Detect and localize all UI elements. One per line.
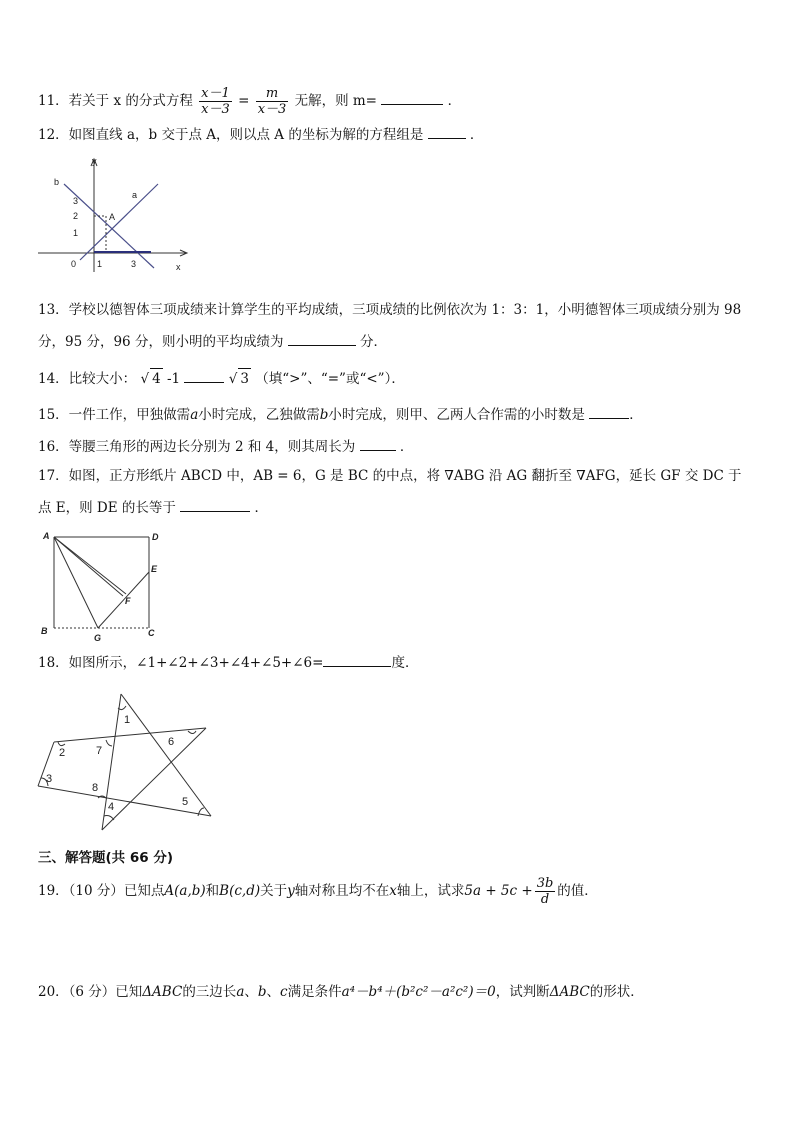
q19-point-b: B(c,d) <box>219 883 261 899</box>
line-3 <box>102 728 206 830</box>
q14-prefix: 14．比较大小： <box>38 371 137 387</box>
q15-p3: 小时完成，则甲、乙两人合作需的小时数是 <box>328 407 585 423</box>
q18-text: 18．如图所示，∠1+∠2+∠3+∠4+∠5+∠6= <box>38 655 324 671</box>
question-14 <box>38 368 405 389</box>
q20-p3: 满足条件 <box>287 984 342 1000</box>
q15-var-b: b <box>319 407 329 423</box>
line-a <box>80 184 158 260</box>
q20-p5: 的形状． <box>589 984 644 1000</box>
q13-answer-blank[interactable] <box>288 331 356 346</box>
arc-2 <box>58 742 65 746</box>
question-20 <box>38 982 644 1002</box>
q11-prefix: 11．若关于 x 的分式方程 <box>38 93 193 109</box>
label-G: G <box>94 633 102 642</box>
question-18 <box>38 652 418 673</box>
question-12 <box>38 124 483 145</box>
arc-7 <box>106 740 112 746</box>
q19-p3: 轴对称且均不在 <box>294 883 390 899</box>
q19-fraction-denominator: d <box>540 892 550 907</box>
line-4 <box>54 728 206 742</box>
q20-a: a <box>236 984 245 1000</box>
q15-var-a: a <box>190 407 199 423</box>
q17-answer-blank[interactable] <box>180 497 250 512</box>
label-a: a <box>132 190 138 200</box>
q16-answer-blank[interactable] <box>360 436 396 451</box>
y-tick-1: 1 <box>73 228 79 238</box>
q19-fraction <box>535 876 556 907</box>
q20-triangle: ΔABC <box>142 984 183 1000</box>
label-A: A <box>43 531 50 541</box>
q14-answer-blank[interactable] <box>184 368 224 383</box>
arc-6 <box>188 731 196 734</box>
q20-c: c <box>280 984 288 1000</box>
angle-label-3: 3 <box>46 773 53 785</box>
q19-and: 和 <box>205 883 220 899</box>
q16-text: 16．等腰三角形的两边长分别为 2 和 4，则其周长为 <box>38 439 356 455</box>
q20-b: b <box>257 984 267 1000</box>
q11-lhs-denominator: x－3 <box>201 102 230 117</box>
q14-sqrt-1 <box>140 371 162 387</box>
segment-AE <box>54 537 123 596</box>
question-13-line-2 <box>38 331 387 352</box>
q14-mid: -1 <box>166 371 181 387</box>
q11-equals: = <box>238 93 250 109</box>
q14-sqrt-2-radicand: 3 <box>238 368 251 389</box>
q17-line1: 17．如图，正方形纸片 ABCD 中，AB = 6，G 是 BC 的中点，将 ∇ABG 沿 AG 翻折至 ∇AFG，延长 GF 交 DC 于 <box>38 468 742 484</box>
segment-AF <box>54 537 126 594</box>
q11-rhs-denominator: x－3 <box>257 102 287 117</box>
q12-answer-blank[interactable] <box>428 124 466 139</box>
q17-square-figure <box>38 528 168 642</box>
q14-sqrt-2 <box>229 371 251 387</box>
q11-lhs-numerator: x－1 <box>201 86 230 101</box>
q20-triangle-2: ΔABC <box>549 984 590 1000</box>
segment-GE <box>98 572 149 628</box>
question-15 <box>38 404 643 425</box>
question-13-line-1 <box>38 300 741 320</box>
q11-rhs-fraction <box>256 86 289 117</box>
q16-end: ． <box>399 439 414 455</box>
label-y: y <box>92 156 97 166</box>
y-tick-2: 2 <box>73 211 79 221</box>
question-17-line-2 <box>38 497 268 518</box>
q14-sqrt-1-radicand: 4 <box>150 368 163 389</box>
q15-p1: 15．一件工作，甲独做需 <box>38 407 191 423</box>
q19-p5: 的值． <box>557 883 598 899</box>
q19-x: x <box>389 883 397 899</box>
q15-end: ． <box>629 407 643 423</box>
q13-line2-suffix: 分． <box>360 334 388 350</box>
label-C: C <box>148 628 155 638</box>
angle-label-6: 6 <box>168 736 175 748</box>
q11-suffix: 无解，则 m= <box>294 93 377 109</box>
q19-y: y <box>287 883 295 899</box>
q19-point-a: A(a,b) <box>164 883 206 899</box>
y-tick-3: 3 <box>73 196 79 206</box>
angle-label-8: 8 <box>92 782 99 794</box>
q18-answer-blank[interactable] <box>323 652 391 667</box>
q20-sep1: 、 <box>244 984 258 1000</box>
q19-p4: 轴上，试求 <box>396 883 465 899</box>
q18-angles-figure <box>36 690 216 834</box>
q13-line1: 13．学校以德智体三项成绩来计算学生的平均成绩，三项成绩的比例依次为 1：3：1，小明德智体三项成绩分别为 98 <box>38 302 742 318</box>
label-A: A <box>109 212 116 222</box>
q20-p1: 20．（6 分）已知 <box>38 984 143 1000</box>
q11-end: ． <box>447 93 462 109</box>
angle-label-5: 5 <box>182 796 189 808</box>
angle-label-2: 2 <box>59 747 66 759</box>
question-17-line-1 <box>38 466 742 486</box>
q19-expr: 5a + 5c + <box>464 883 533 899</box>
q12-coordinate-figure <box>36 150 196 276</box>
q14-suffix: （填“>”、“=”或“<”）． <box>255 371 405 387</box>
question-19 <box>38 876 598 907</box>
q20-p4: ，试判断 <box>495 984 550 1000</box>
q15-p2: 小时完成，乙独做需 <box>198 407 320 423</box>
q19-p2: 关于 <box>260 883 288 899</box>
q11-rhs-numerator: m <box>256 86 289 102</box>
q17-end: ． <box>254 500 269 516</box>
angle-label-1: 1 <box>124 714 131 726</box>
q18-suffix: 度． <box>391 655 419 671</box>
q15-answer-blank[interactable] <box>589 404 629 419</box>
q11-lhs-fraction <box>199 86 232 117</box>
label-E: E <box>151 564 158 574</box>
label-x: x <box>176 262 181 272</box>
angle-label-4: 4 <box>108 801 115 813</box>
x-tick-3: 3 <box>131 259 137 269</box>
segment-AG <box>54 537 98 628</box>
q19-p1: 19．（10 分）已知点 <box>38 883 165 899</box>
q17-line2-prefix: 点 E，则 DE 的长等于 <box>38 500 176 516</box>
question-16 <box>38 436 413 457</box>
q12-text: 12．如图直线 a，b 交于点 A，则以点 A 的坐标为解的方程组是 <box>38 127 424 143</box>
angle-label-7: 7 <box>96 745 103 757</box>
x-tick-1: 1 <box>97 259 103 269</box>
q20-sep2: 、 <box>266 984 281 1000</box>
label-D: D <box>152 532 159 542</box>
label-origin: 0 <box>71 259 77 269</box>
question-11 <box>38 86 461 117</box>
q12-end: ． <box>469 127 484 143</box>
q20-p2: 的三边长 <box>182 984 237 1000</box>
label-B: B <box>41 626 48 636</box>
label-b: b <box>54 177 60 187</box>
q20-equation: a⁴－b⁴＋(b²c²－a²c²)＝0 <box>341 984 496 1000</box>
q11-answer-blank[interactable] <box>381 90 443 105</box>
q13-line2-prefix: 分，95 分，96 分，则小明的平均成绩为 <box>38 334 284 350</box>
q19-fraction-numerator: 3b <box>536 876 554 891</box>
section-3-heading: 三、解答题(共 66 分) <box>38 850 174 866</box>
label-F: F <box>125 596 131 606</box>
